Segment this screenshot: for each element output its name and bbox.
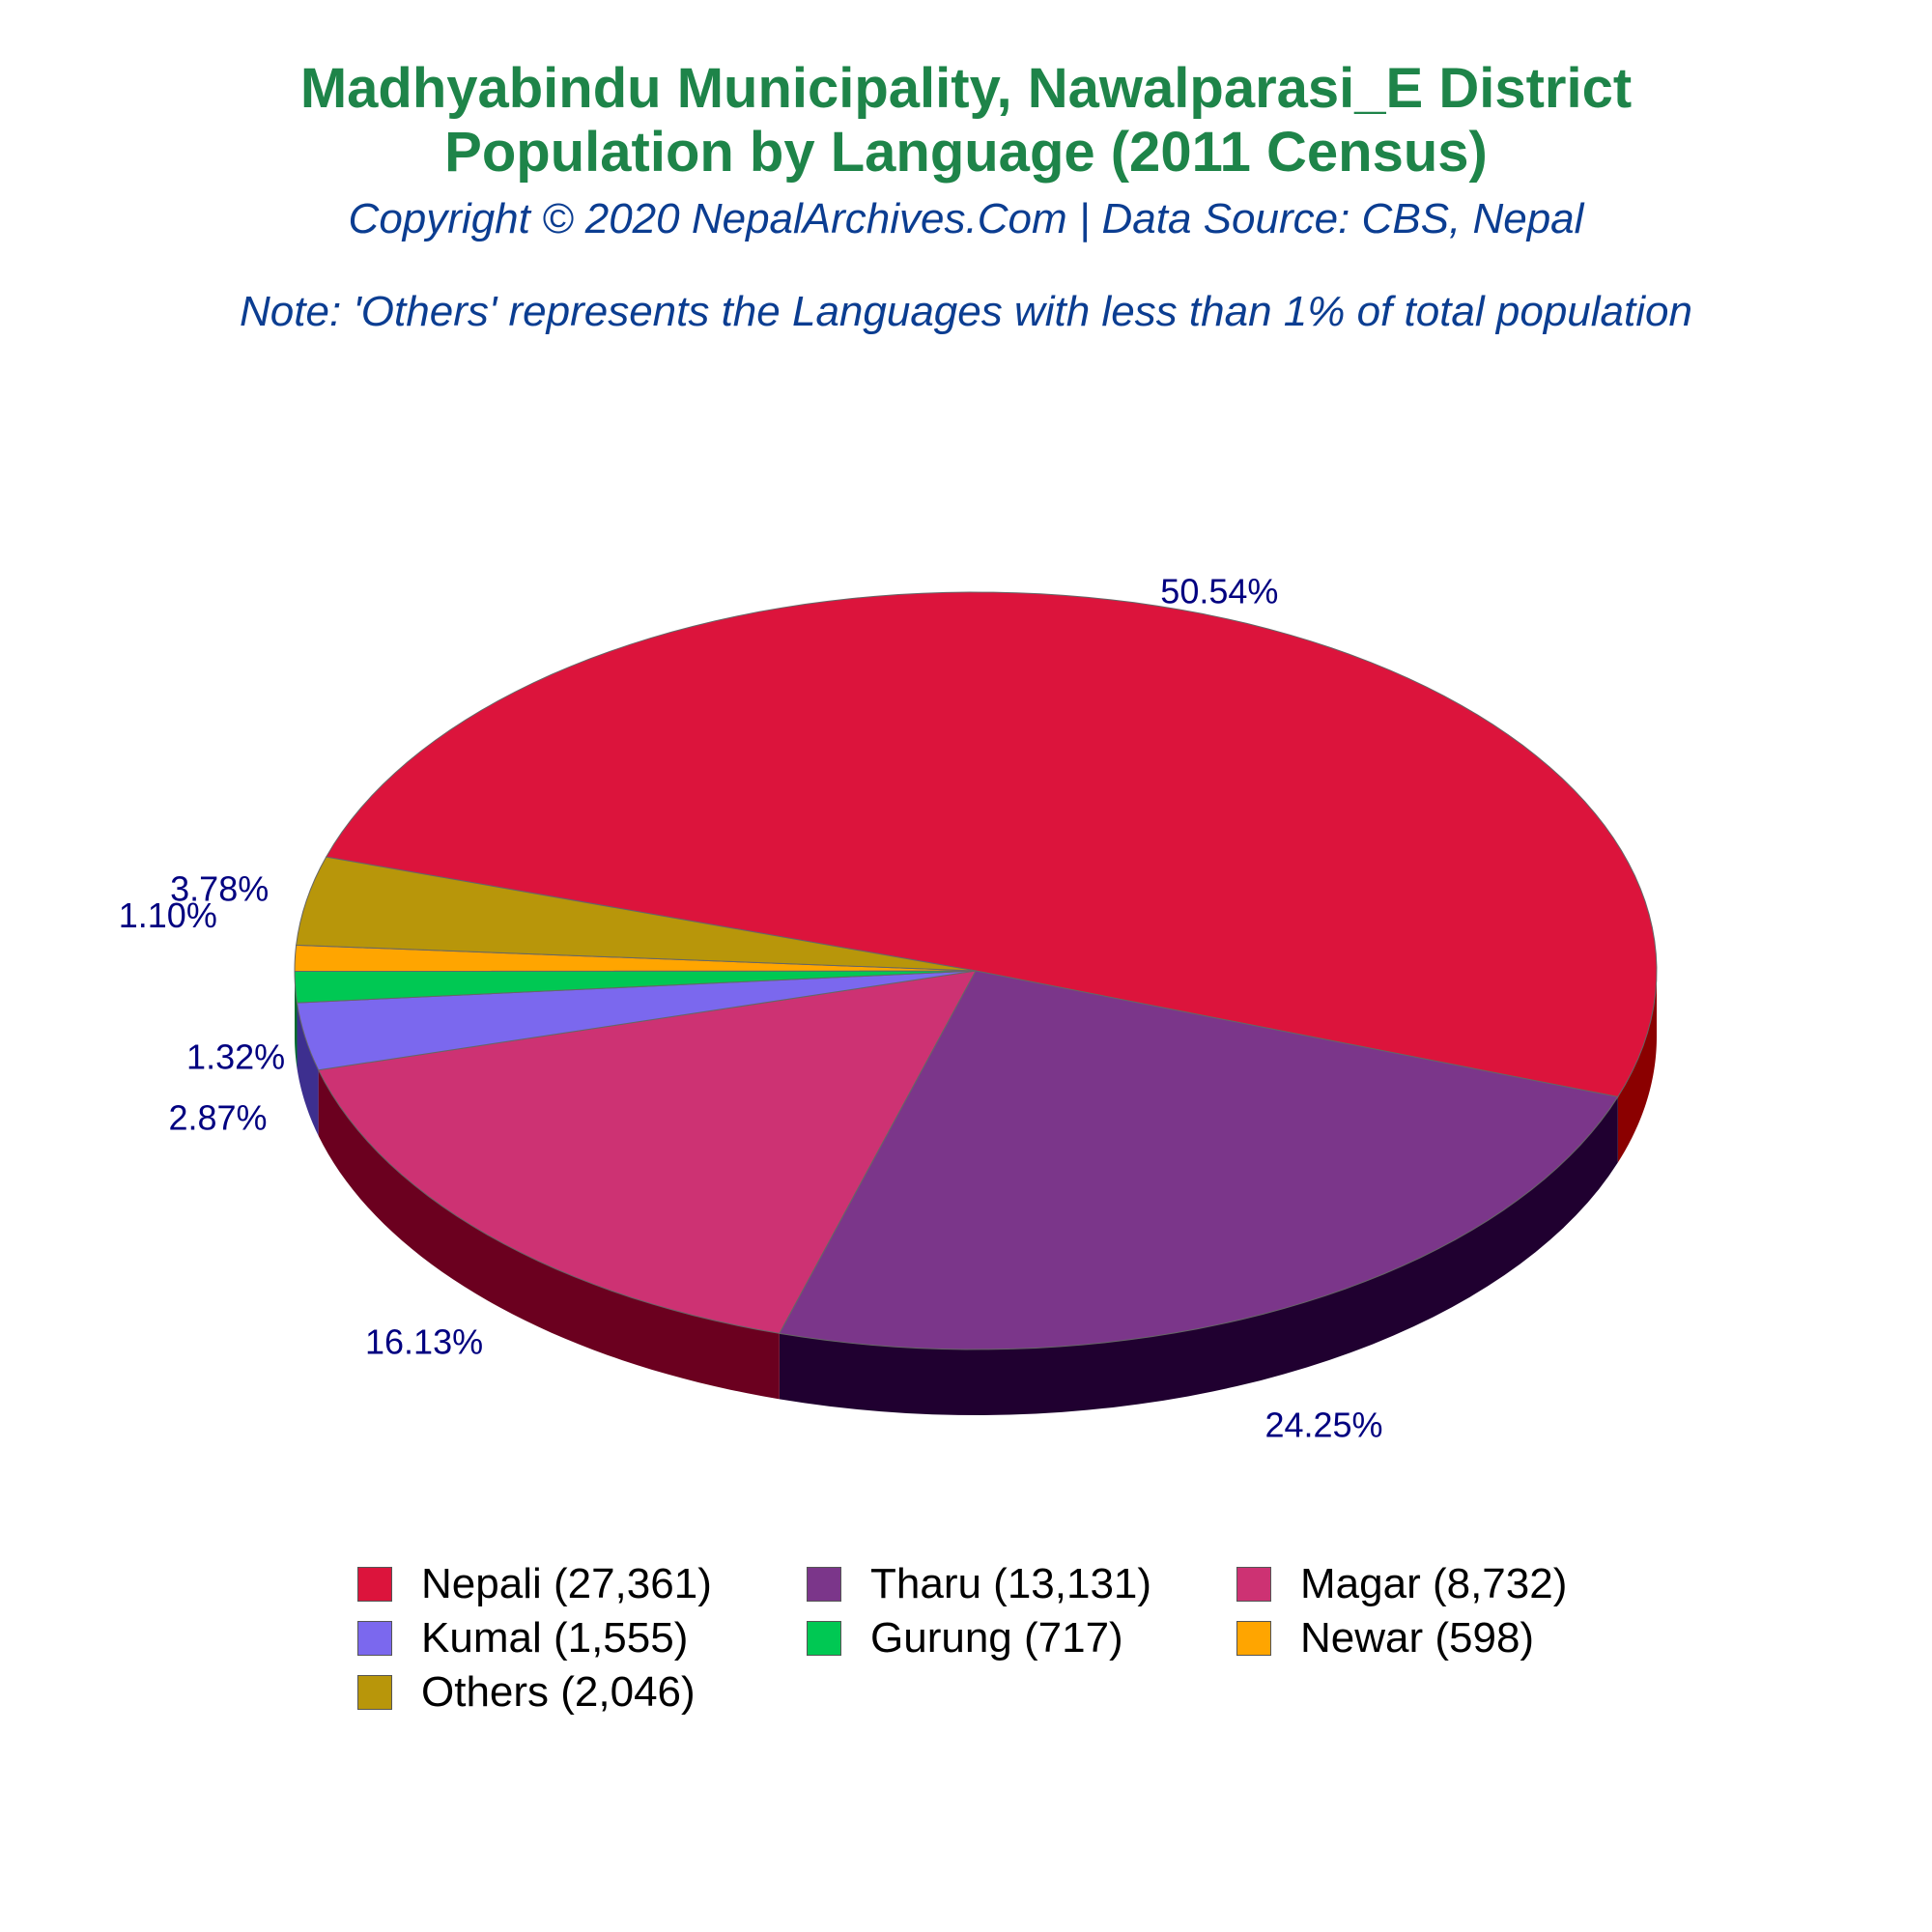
legend-swatch [807,1621,841,1656]
percent-label-magar: 16.13% [365,1321,484,1362]
copyright-text: Copyright © 2020 NepalArchives.Com | Data Source: CBS, Nepal [348,195,1584,242]
legend-swatch [1236,1621,1271,1656]
legend-label: Nepali (27,361) [421,1560,712,1607]
legend-item-gurung [807,1614,1123,1662]
legend-swatch [357,1675,392,1710]
legend-label: Gurung (717) [870,1614,1123,1662]
legend-item-newar [1236,1614,1534,1662]
chart-title-line2: Population by Language (2011 Census) [444,121,1488,184]
legend-item-magar [1236,1560,1567,1608]
legend-item-others [357,1668,696,1717]
percent-label-tharu: 24.25% [1264,1405,1383,1445]
percent-label-others: 3.78% [170,868,270,909]
legend-label: Tharu (13,131) [870,1560,1152,1607]
percent-label-nepali: 50.54% [1160,571,1279,611]
legend-swatch [357,1621,392,1656]
legend-swatch [1236,1567,1271,1602]
legend-swatch [357,1567,392,1602]
legend-item-tharu [807,1560,1151,1608]
percent-label-newar: 1.10% [118,895,217,935]
legend-label: Newar (598) [1300,1614,1535,1662]
legend-label: Others (2,046) [421,1668,696,1716]
legend-label: Magar (8,732) [1300,1560,1568,1607]
percent-label-kumal: 2.87% [168,1097,268,1138]
legend-item-nepali [357,1560,712,1608]
legend-swatch [807,1567,841,1602]
chart-title-line1: Madhyabindu Municipality, Nawalparasi_E District [299,57,1633,120]
legend-label: Kumal (1,555) [421,1614,689,1662]
note-text: Note: 'Others' represents the Languages with less than 1% of total population [240,288,1692,335]
legend-item-kumal [357,1614,688,1662]
percent-label-gurung: 1.32% [186,1037,286,1077]
